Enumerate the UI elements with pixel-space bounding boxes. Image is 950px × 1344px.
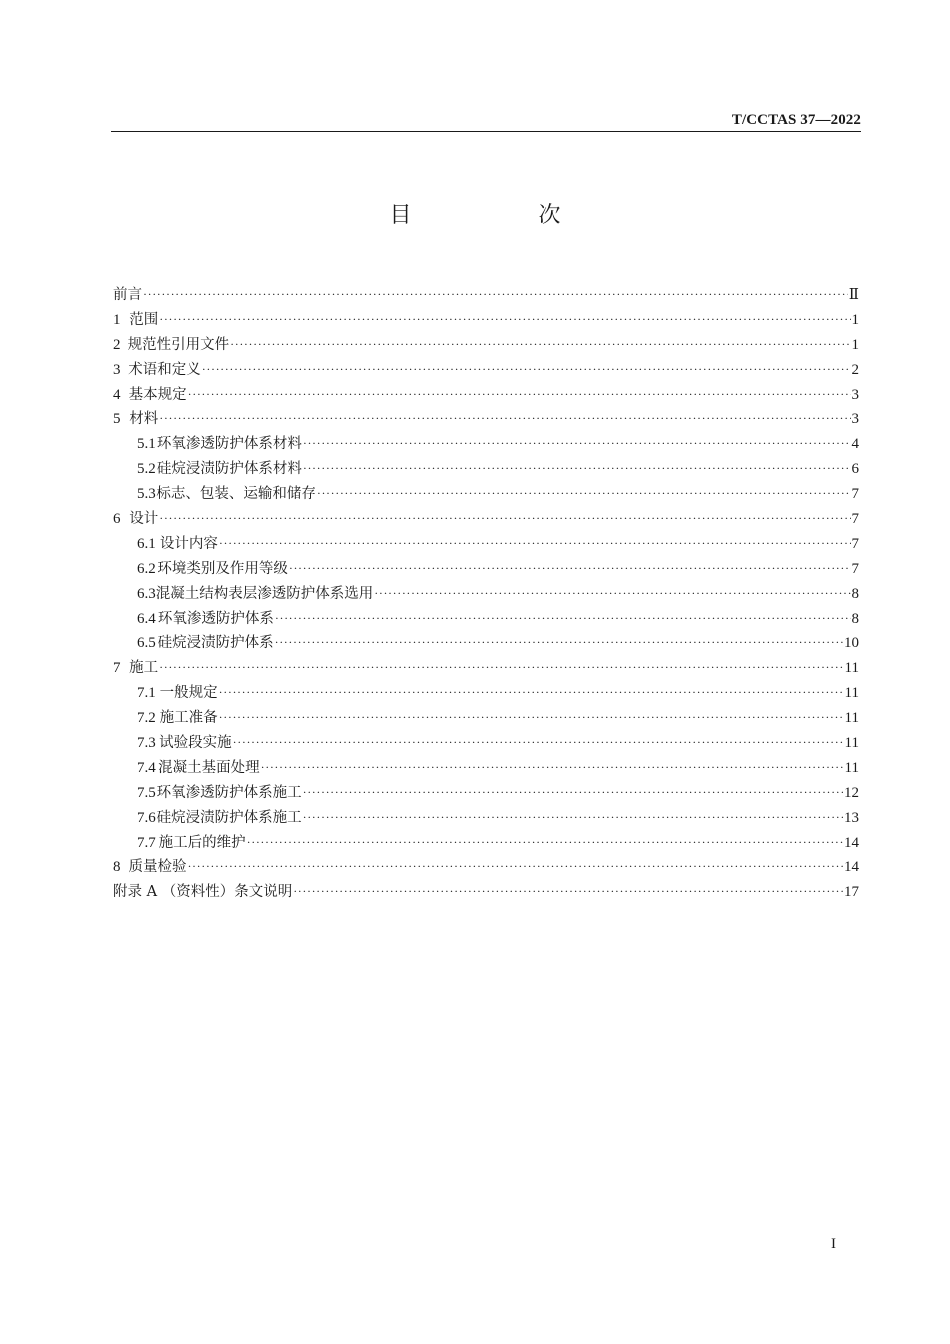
toc-entry[interactable]: [113, 557, 860, 582]
toc-entry-number: 6.3: [137, 585, 156, 602]
toc-entry[interactable]: [113, 855, 860, 880]
toc-entry-number: 6.2: [137, 560, 156, 577]
toc-entry[interactable]: [113, 383, 860, 408]
toc-entry-page: 3: [851, 386, 859, 403]
toc-entry-label: 混凝土基面处理: [158, 759, 260, 776]
toc-entry-page: 10: [844, 635, 859, 652]
toc-entry-number: 7.6: [137, 809, 156, 826]
toc-dot-leader: [159, 406, 850, 431]
toc-entry-label: 环氧渗透防护体系材料: [156, 436, 302, 453]
toc-dot-leader: [275, 630, 843, 655]
toc-entry-page: 11: [844, 735, 859, 752]
toc-dot-leader: [230, 332, 850, 357]
toc-entry-label: 前言: [113, 287, 142, 303]
toc-entry-label: 设计: [129, 511, 159, 528]
toc-entry-page: Ⅱ: [848, 287, 859, 303]
toc-entry-page: 8: [851, 585, 859, 602]
toc-dot-leader: [159, 506, 850, 531]
toc-entry-page: 1: [851, 311, 859, 328]
toc-dot-leader: [303, 780, 843, 805]
toc-dot-leader: [219, 531, 851, 556]
toc-entry-page: 11: [844, 660, 859, 677]
toc-entry-number: 5.3: [137, 486, 156, 503]
toc-entry-label: 设计内容: [159, 535, 218, 552]
toc-entry-label: 环境类别及作用等级: [157, 560, 288, 577]
toc-entry-number: 7.4: [137, 759, 156, 776]
toc-dot-leader: [219, 705, 844, 730]
toc-dot-leader: [275, 606, 851, 631]
toc-dot-leader: [303, 805, 843, 830]
toc-entry-label: 环氧渗透防护体系施工: [156, 784, 302, 801]
toc-entry-page: 11: [844, 759, 859, 776]
toc-entry-label: 环氧渗透防护体系: [157, 610, 274, 627]
toc-entry-label: 施工: [129, 660, 159, 677]
toc-entry-page: 14: [844, 859, 859, 876]
toc-dot-leader: [188, 382, 851, 407]
toc-entry[interactable]: [113, 582, 860, 607]
toc-entry-page: 7: [851, 560, 859, 577]
toc-entry-label: 混凝土结构表层渗透防护体系选用: [155, 585, 374, 602]
toc-entry-page: 13: [844, 809, 859, 826]
toc-title: 目 次: [389, 203, 621, 228]
toc-dot-leader: [159, 307, 850, 332]
toc-dot-leader: [202, 357, 851, 382]
toc-entry-page: 7: [851, 511, 859, 528]
toc-dot-leader: [159, 655, 843, 680]
toc-entry[interactable]: [113, 880, 860, 905]
toc-entry[interactable]: [113, 681, 860, 706]
toc-entry[interactable]: [113, 358, 860, 383]
toc-entry-page: 8: [851, 610, 859, 627]
toc-entry-page: 12: [844, 784, 859, 801]
header-rule: [111, 131, 861, 132]
toc-entry-label: 硅烷浸渍防护体系材料: [156, 461, 302, 478]
toc-entry[interactable]: [113, 731, 860, 756]
toc-entry-number: 7.5: [137, 784, 156, 801]
toc-entry-page: 6: [851, 461, 859, 478]
toc-entry-page: 7: [851, 535, 859, 552]
toc-entry-number: 6: [113, 511, 121, 528]
toc-entry-number: 1: [113, 311, 121, 328]
toc-entry-label: 标志、包装、运输和储存: [156, 486, 316, 503]
toc-entry-number: 7.3: [137, 735, 156, 752]
toc-entry-number: 4: [113, 386, 121, 403]
toc-entry[interactable]: [113, 407, 860, 432]
toc-dot-leader: [143, 282, 848, 307]
toc-entry[interactable]: [113, 706, 860, 731]
toc-entry-label: 术语和定义: [128, 361, 201, 378]
toc-dot-leader: [233, 730, 844, 755]
toc-entry-page: 3: [851, 411, 859, 428]
toc-entry-number: 3: [113, 361, 121, 378]
toc-entry[interactable]: [113, 532, 860, 557]
toc-entry-label: 质量检验: [128, 859, 187, 876]
toc-entry-label: 基本规定: [128, 386, 187, 403]
toc-entry-number: 2: [113, 336, 121, 353]
toc-entry[interactable]: [113, 781, 860, 806]
toc-entry-number: 5.1: [137, 436, 156, 453]
page-number: I: [831, 1236, 836, 1252]
toc-entry-page: 4: [851, 436, 859, 453]
toc-entry-number: 7: [113, 660, 121, 677]
toc-entry-number: 7.7: [137, 834, 156, 851]
toc-entry-number: 7.1: [137, 685, 156, 702]
toc-entry[interactable]: [113, 457, 860, 482]
toc-entry-number: 5.2: [137, 461, 156, 478]
toc-entry-label: 硅烷浸渍防护体系施工: [156, 809, 302, 826]
toc-entry-number: 5: [113, 411, 121, 428]
toc-entry-label: 范围: [129, 311, 159, 328]
toc-dot-leader: [303, 431, 851, 456]
toc-entry[interactable]: [113, 283, 860, 308]
toc-entry-number: 7.2: [137, 710, 156, 727]
toc-entry[interactable]: [113, 631, 860, 656]
toc-entry-page: 11: [844, 710, 859, 727]
toc-entry[interactable]: [113, 333, 860, 358]
toc-entry-page: 11: [844, 685, 859, 702]
toc-dot-leader: [317, 481, 851, 506]
toc-entry-label: 施工准备: [159, 710, 218, 727]
toc-entry-page: 2: [851, 361, 859, 378]
toc-entry-number: 6.1: [137, 535, 156, 552]
toc-entry-label: 试验段实施: [159, 735, 232, 752]
toc-entry-number: 8: [113, 859, 121, 876]
toc-entry[interactable]: [113, 607, 860, 632]
toc-entry-label: 规范性引用文件: [127, 336, 230, 353]
toc-dot-leader: [293, 879, 843, 904]
toc-entry-number: 6.4: [137, 610, 156, 627]
toc-dot-leader: [187, 854, 843, 879]
toc-entry-label: 一般规定: [159, 685, 218, 702]
toc-entry[interactable]: [113, 756, 860, 781]
toc-entry[interactable]: [113, 432, 860, 457]
toc-dot-leader: [261, 755, 844, 780]
toc-dot-leader: [247, 830, 843, 855]
toc-entry[interactable]: [113, 806, 860, 831]
toc-dot-leader: [219, 680, 844, 705]
toc-entry-number: 6.5: [137, 635, 156, 652]
toc-entry[interactable]: [113, 831, 860, 856]
toc-entry-page: 14: [844, 834, 859, 851]
toc-entry-page: 1: [851, 336, 859, 353]
toc-entry-label: 附录 A （资料性）条文说明: [113, 884, 293, 901]
toc-entry[interactable]: [113, 308, 860, 333]
table-of-contents: [113, 283, 860, 905]
toc-entry[interactable]: [113, 482, 860, 507]
toc-entry[interactable]: [113, 656, 860, 681]
toc-entry-label: 硅烷浸渍防护体系: [157, 635, 274, 652]
toc-dot-leader: [289, 556, 851, 581]
toc-entry-page: 7: [851, 486, 859, 503]
standard-code: T/CCTAS 37—2022: [731, 112, 861, 128]
toc-entry-page: 17: [844, 884, 859, 901]
toc-entry-label: 施工后的维护: [158, 834, 246, 851]
toc-entry[interactable]: [113, 507, 860, 532]
toc-dot-leader: [374, 581, 850, 606]
toc-dot-leader: [303, 456, 851, 481]
toc-entry-label: 材料: [129, 411, 159, 428]
